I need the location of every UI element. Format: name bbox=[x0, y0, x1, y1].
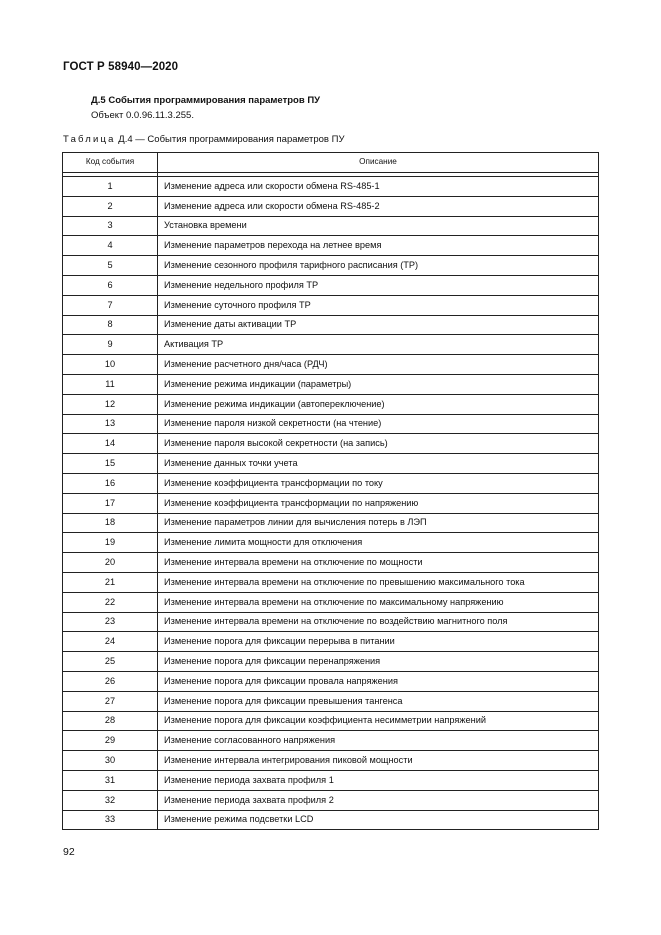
event-code-cell: 9 bbox=[63, 335, 158, 355]
table-row bbox=[63, 355, 599, 375]
event-description-cell: Изменение интервала времени на отключение по превышению максимального тока bbox=[158, 572, 599, 592]
table-row bbox=[63, 513, 599, 533]
event-code-cell: 14 bbox=[63, 434, 158, 454]
events-table bbox=[62, 152, 599, 830]
table-caption bbox=[63, 134, 345, 145]
table-row bbox=[63, 196, 599, 216]
event-description-cell: Изменение лимита мощности для отключения bbox=[158, 533, 599, 553]
column-header-description: Описание bbox=[158, 153, 599, 173]
document-header: ГОСТ Р 58940—2020 bbox=[63, 61, 179, 73]
event-code-cell: 17 bbox=[63, 493, 158, 513]
table-row bbox=[63, 632, 599, 652]
event-code-cell: 33 bbox=[63, 810, 158, 830]
table-row bbox=[63, 275, 599, 295]
table-row bbox=[63, 592, 599, 612]
event-code-cell: 16 bbox=[63, 473, 158, 493]
event-description-cell: Установка времени bbox=[158, 216, 599, 236]
event-description-cell: Изменение режима подсветки LCD bbox=[158, 810, 599, 830]
event-description-cell: Изменение интервала времени на отключение по воздействию магнитного поля bbox=[158, 612, 599, 632]
event-description-cell: Изменение порога для фиксации коэффициента несимметрии напряжений bbox=[158, 711, 599, 731]
event-code-cell: 10 bbox=[63, 355, 158, 375]
event-code-cell: 12 bbox=[63, 394, 158, 414]
event-code-cell: 23 bbox=[63, 612, 158, 632]
table-row bbox=[63, 711, 599, 731]
table-caption-text: Д.4 — События программирования параметров ПУ bbox=[115, 134, 345, 145]
event-code-cell: 5 bbox=[63, 256, 158, 276]
object-identifier: Объект 0.0.96.11.3.255. bbox=[91, 110, 194, 121]
event-description-cell: Изменение периода захвата профиля 1 bbox=[158, 770, 599, 790]
event-description-cell: Изменение недельного профиля ТР bbox=[158, 275, 599, 295]
event-description-cell: Изменение даты активации ТР bbox=[158, 315, 599, 335]
event-description-cell: Изменение расчетного дня/часа (РДЧ) bbox=[158, 355, 599, 375]
table-row bbox=[63, 177, 599, 197]
table-row bbox=[63, 652, 599, 672]
table-row bbox=[63, 691, 599, 711]
event-code-cell: 11 bbox=[63, 374, 158, 394]
table-row bbox=[63, 553, 599, 573]
event-code-cell: 8 bbox=[63, 315, 158, 335]
table-row bbox=[63, 295, 599, 315]
event-description-cell: Изменение адреса или скорости обмена RS-485-2 bbox=[158, 196, 599, 216]
table-row bbox=[63, 790, 599, 810]
event-code-cell: 25 bbox=[63, 652, 158, 672]
event-code-cell: 26 bbox=[63, 671, 158, 691]
table-row bbox=[63, 473, 599, 493]
table-row bbox=[63, 374, 599, 394]
event-code-cell: 31 bbox=[63, 770, 158, 790]
page-number: 92 bbox=[63, 846, 75, 858]
event-code-cell: 7 bbox=[63, 295, 158, 315]
event-description-cell: Изменение режима индикации (параметры) bbox=[158, 374, 599, 394]
table-row bbox=[63, 216, 599, 236]
table-row bbox=[63, 414, 599, 434]
table-row bbox=[63, 493, 599, 513]
event-code-cell: 24 bbox=[63, 632, 158, 652]
event-description-cell: Изменение пароля низкой секретности (на чтение) bbox=[158, 414, 599, 434]
event-description-cell: Изменение согласованного напряжения bbox=[158, 731, 599, 751]
table-row bbox=[63, 315, 599, 335]
event-description-cell: Изменение суточного профиля ТР bbox=[158, 295, 599, 315]
table-row bbox=[63, 751, 599, 771]
event-code-cell: 1 bbox=[63, 177, 158, 197]
event-description-cell: Изменение интервала времени на отключение по максимальному напряжению bbox=[158, 592, 599, 612]
event-description-cell: Изменение режима индикации (автопереключение) bbox=[158, 394, 599, 414]
table-row bbox=[63, 731, 599, 751]
table-row bbox=[63, 770, 599, 790]
event-description-cell: Изменение адреса или скорости обмена RS-485-1 bbox=[158, 177, 599, 197]
event-description-cell: Изменение интервала интегрирования пиковой мощности bbox=[158, 751, 599, 771]
table-row bbox=[63, 612, 599, 632]
event-description-cell: Изменение параметров линии для вычисления потерь в ЛЭП bbox=[158, 513, 599, 533]
table-row bbox=[63, 810, 599, 830]
column-header-code: Код события bbox=[63, 153, 158, 173]
table-row bbox=[63, 454, 599, 474]
event-description-cell: Изменение порога для фиксации превышения тангенса bbox=[158, 691, 599, 711]
event-code-cell: 29 bbox=[63, 731, 158, 751]
event-code-cell: 3 bbox=[63, 216, 158, 236]
event-code-cell: 32 bbox=[63, 790, 158, 810]
table-row bbox=[63, 671, 599, 691]
event-description-cell: Изменение порога для фиксации провала напряжения bbox=[158, 671, 599, 691]
table-caption-prefix: Таблица bbox=[63, 134, 116, 145]
table-row bbox=[63, 256, 599, 276]
table-row bbox=[63, 434, 599, 454]
event-description-cell: Изменение периода захвата профиля 2 bbox=[158, 790, 599, 810]
event-code-cell: 4 bbox=[63, 236, 158, 256]
event-description-cell: Изменение интервала времени на отключение по мощности bbox=[158, 553, 599, 573]
event-code-cell: 20 bbox=[63, 553, 158, 573]
table-row bbox=[63, 572, 599, 592]
event-code-cell: 13 bbox=[63, 414, 158, 434]
event-code-cell: 6 bbox=[63, 275, 158, 295]
table-row bbox=[63, 335, 599, 355]
event-code-cell: 19 bbox=[63, 533, 158, 553]
event-description-cell: Изменение коэффициента трансформации по току bbox=[158, 473, 599, 493]
event-description-cell: Изменение пароля высокой секретности (на запись) bbox=[158, 434, 599, 454]
event-description-cell: Активация ТР bbox=[158, 335, 599, 355]
event-code-cell: 18 bbox=[63, 513, 158, 533]
table-body bbox=[63, 173, 599, 830]
section-title: Д.5 События программирования параметров ПУ bbox=[91, 95, 321, 106]
event-code-cell: 22 bbox=[63, 592, 158, 612]
event-description-cell: Изменение сезонного профиля тарифного расписания (ТР) bbox=[158, 256, 599, 276]
event-code-cell: 15 bbox=[63, 454, 158, 474]
event-description-cell: Изменение порога для фиксации перерыва в питании bbox=[158, 632, 599, 652]
event-description-cell: Изменение данных точки учета bbox=[158, 454, 599, 474]
table-row bbox=[63, 533, 599, 553]
event-code-cell: 30 bbox=[63, 751, 158, 771]
event-code-cell: 27 bbox=[63, 691, 158, 711]
event-description-cell: Изменение параметров перехода на летнее время bbox=[158, 236, 599, 256]
event-code-cell: 21 bbox=[63, 572, 158, 592]
event-code-cell: 28 bbox=[63, 711, 158, 731]
table-row bbox=[63, 394, 599, 414]
event-code-cell: 2 bbox=[63, 196, 158, 216]
table-row bbox=[63, 236, 599, 256]
event-description-cell: Изменение порога для фиксации перенапряжения bbox=[158, 652, 599, 672]
table-header-row bbox=[63, 153, 599, 173]
event-description-cell: Изменение коэффициента трансформации по напряжению bbox=[158, 493, 599, 513]
